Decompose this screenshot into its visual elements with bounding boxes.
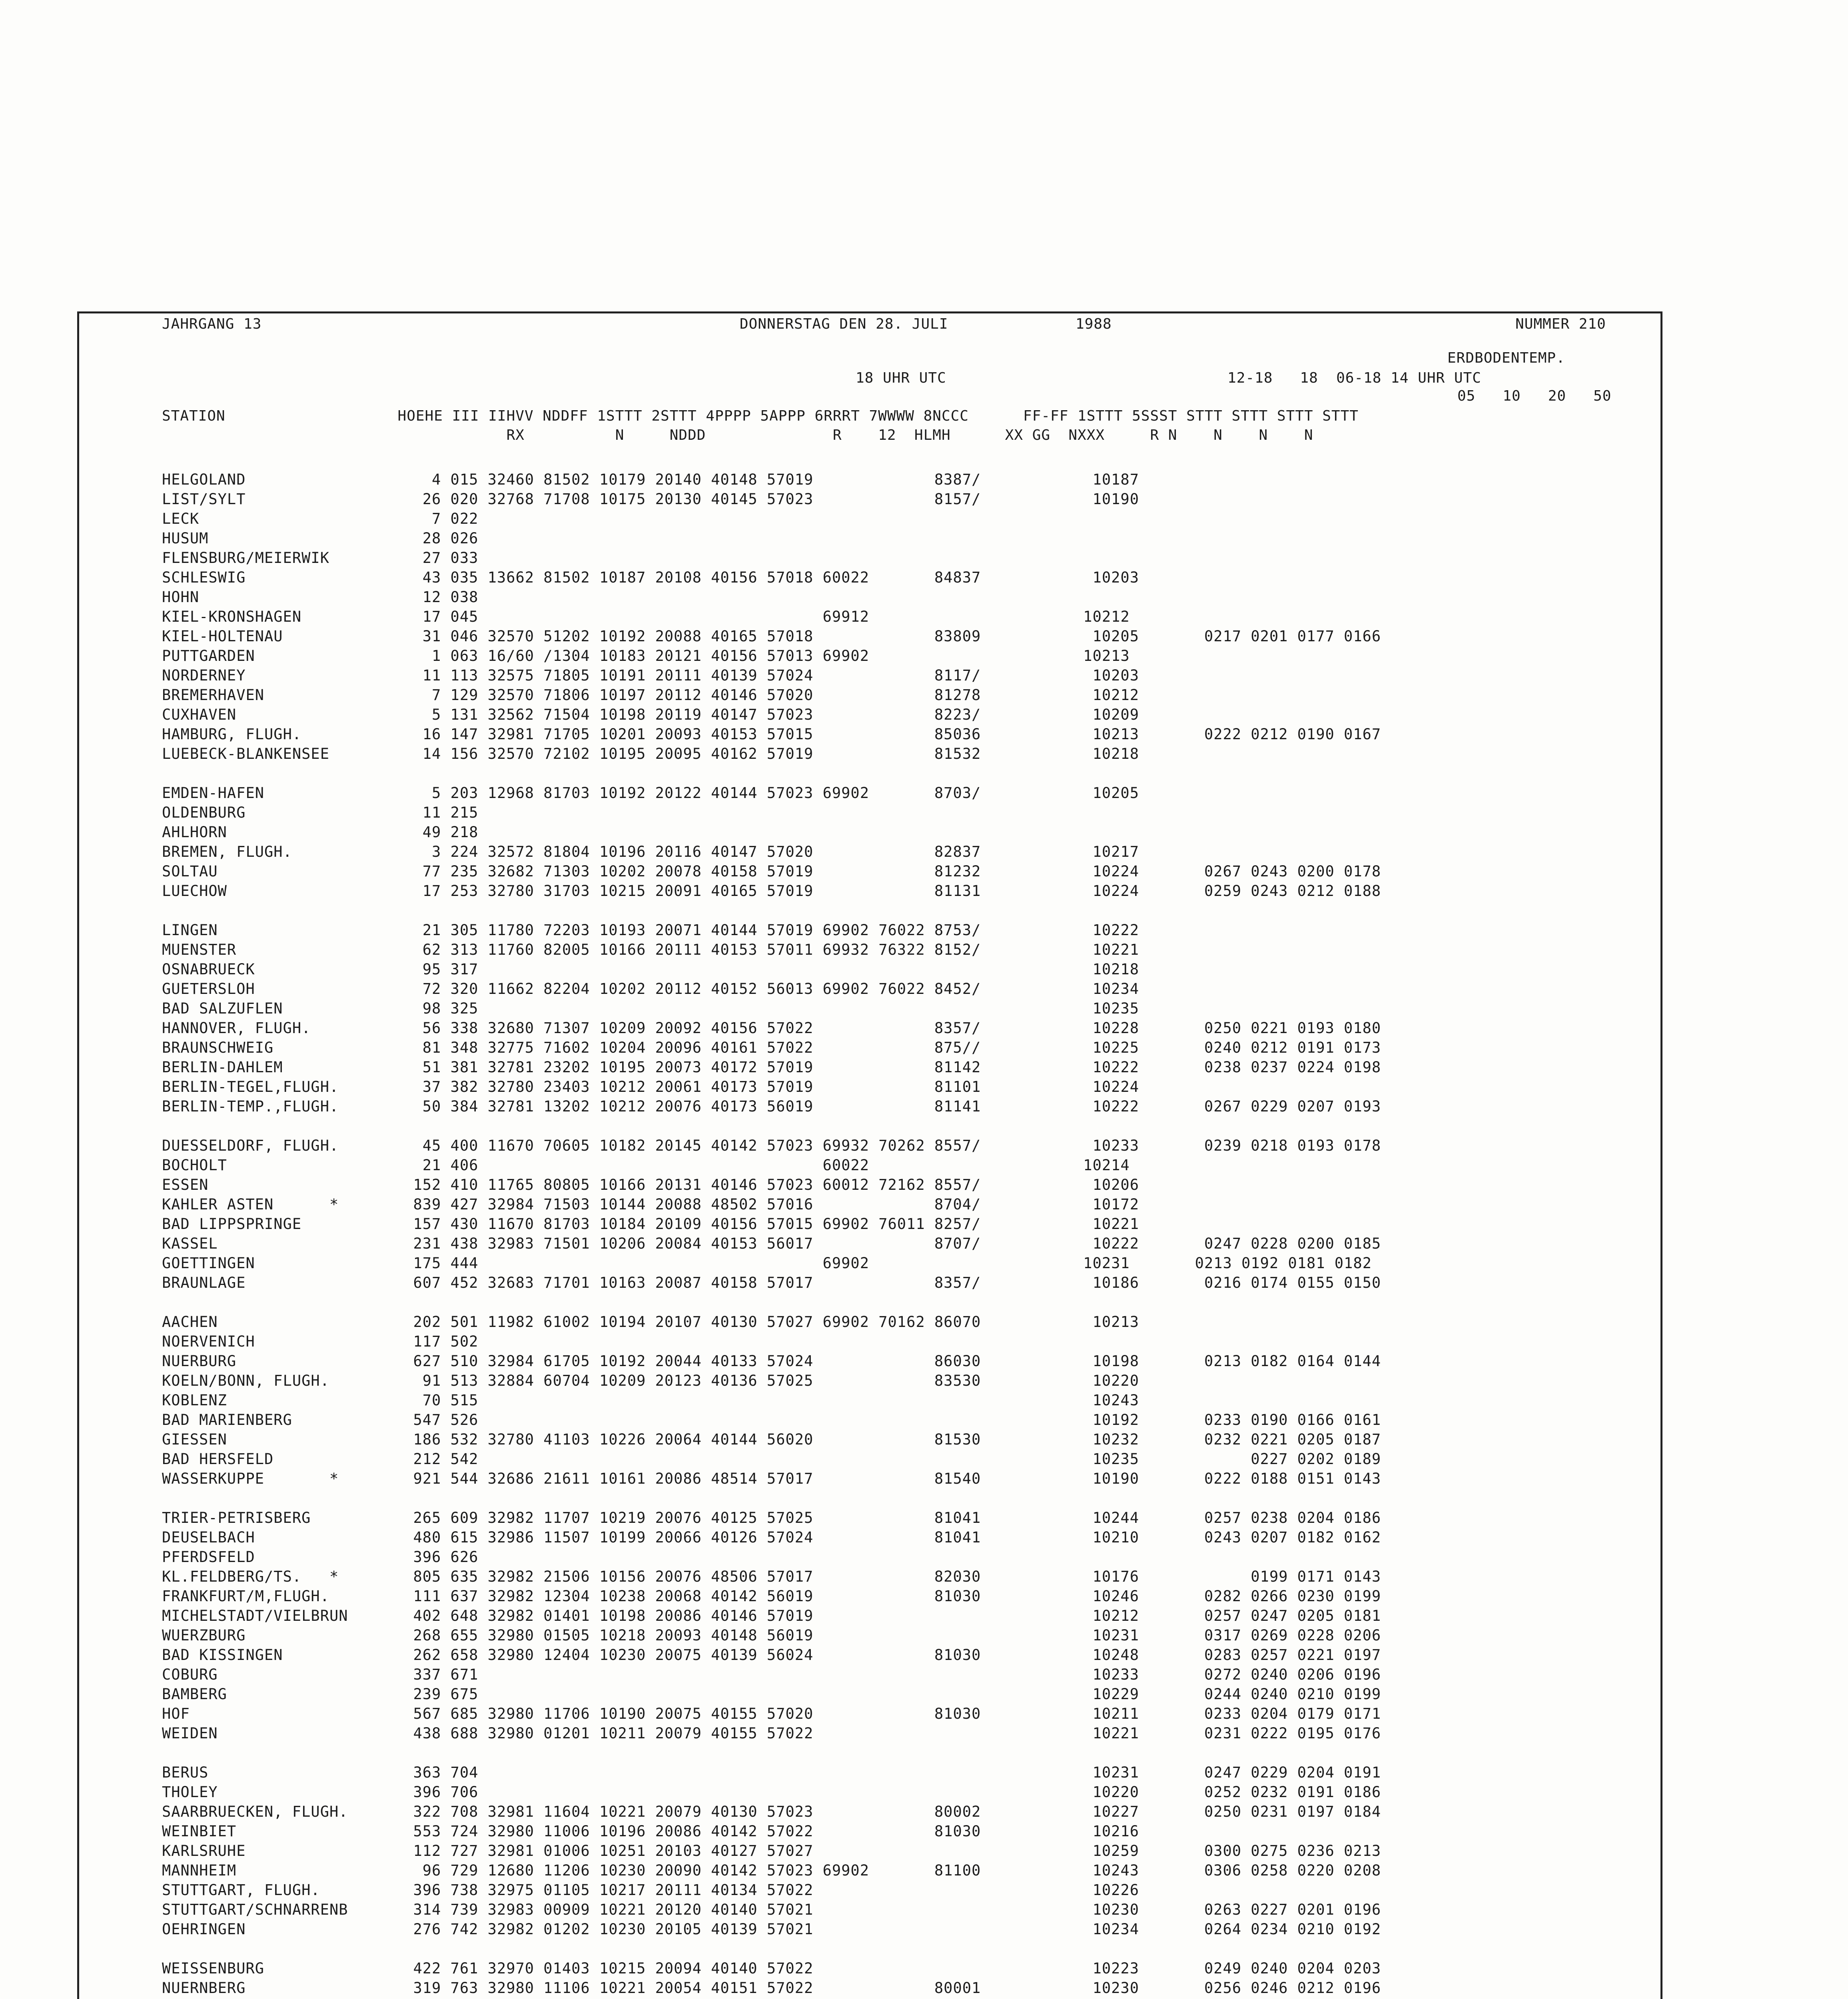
station-row: OSNABRUECK 95 317 10218 bbox=[162, 961, 1139, 978]
station-row: HANNOVER, FLUGH. 56 338 32680 71307 10209 20092 40156 57022 8357/ 10228 0250 0221 0193 0180 bbox=[162, 1019, 1381, 1037]
station-row: BERLIN-DAHLEM 51 381 32781 23202 10195 20073 40172 57019 81142 10222 0238 0237 0224 0198 bbox=[162, 1059, 1381, 1076]
group-separator bbox=[162, 1743, 1381, 1763]
column-header-row-1: STATION HOEHE III IIHVV NDDFF 1STTT 2STTT 4PPPP 5APPP 6RRRT 7WWWW 8NCCC FF-FF 1STTT 5SSST STTT STTT STTT STTT bbox=[162, 408, 1359, 424]
group-separator bbox=[162, 1293, 1381, 1312]
station-row: BERUS 363 704 10231 0247 0229 0204 0191 bbox=[162, 1764, 1381, 1781]
station-row: BAD SALZUFLEN 98 325 10235 bbox=[162, 1000, 1139, 1017]
group-separator bbox=[162, 901, 1381, 920]
station-row: BAD KISSINGEN 262 658 32980 12404 10230 20075 40139 56024 81030 10248 0283 0257 0221 0197 bbox=[162, 1646, 1381, 1664]
station-row: THOLEY 396 706 10220 0252 0232 0191 0186 bbox=[162, 1784, 1381, 1801]
station-row: BRAUNSCHWEIG 81 348 32775 71602 10204 20096 40161 57022 875// 10225 0240 0212 0191 0173 bbox=[162, 1039, 1381, 1056]
erdboden-heading: ERDBODENTEMP. bbox=[1447, 350, 1565, 366]
station-row: HELGOLAND 4 015 32460 81502 10179 20140 40148 57019 8387/ 10187 bbox=[162, 471, 1139, 488]
uhr-utc-heading: 18 UHR UTC bbox=[856, 370, 946, 386]
station-row: HUSUM 28 026 bbox=[162, 530, 479, 547]
station-row: SAARBRUECKEN, FLUGH. 322 708 32981 11604 10221 20079 40130 57023 80002 10227 0250 0231 0197 0184 bbox=[162, 1803, 1381, 1820]
station-row: GUETERSLOH 72 320 11662 82204 10202 20112 40152 56013 69902 76022 8452/ 10234 bbox=[162, 980, 1139, 998]
station-row: OLDENBURG 11 215 bbox=[162, 804, 479, 821]
station-row: SOLTAU 77 235 32682 71303 10202 20078 40158 57019 81232 10224 0267 0243 0200 0178 bbox=[162, 863, 1381, 880]
group-separator bbox=[162, 1488, 1381, 1508]
station-row: LUEBECK-BLANKENSEE 14 156 32570 72102 10195 20095 40162 57019 81532 10218 bbox=[162, 745, 1139, 762]
period-heading: 12-18 18 06-18 14 UHR UTC bbox=[1227, 370, 1481, 386]
station-row: BAD HERSFELD 212 542 10235 0227 0202 0189 bbox=[162, 1450, 1381, 1468]
station-row: KIEL-HOLTENAU 31 046 32570 51202 10192 20088 40165 57018 83809 10205 0217 0201 0177 0166 bbox=[162, 628, 1381, 645]
station-row: BERLIN-TEGEL,FLUGH. 37 382 32780 23403 10212 20061 40173 57019 81101 10224 bbox=[162, 1078, 1139, 1095]
column-header-row-2: RX N NDDD R 12 HLMH XX GG NXXX R N N N N bbox=[162, 427, 1313, 443]
station-row: KIEL-KRONSHAGEN 17 045 69912 10212 bbox=[162, 608, 1130, 625]
station-row: LINGEN 21 305 11780 72203 10193 20071 40144 57019 69902 76022 8753/ 10222 bbox=[162, 922, 1139, 939]
group-separator bbox=[162, 1116, 1381, 1136]
station-row: KASSEL 231 438 32983 71501 10206 20084 40153 56017 8707/ 10222 0247 0228 0200 0185 bbox=[162, 1235, 1381, 1252]
station-row: NUERNBERG 319 763 32980 11106 10221 20054 40151 57022 80001 10230 0256 0246 0212 0196 bbox=[162, 1979, 1381, 1997]
station-row: NORDERNEY 11 113 32575 71805 10191 20111 40139 57024 8117/ 10203 bbox=[162, 667, 1139, 684]
station-row: DUESSELDORF, FLUGH. 45 400 11670 70605 10182 20145 40142 57023 69932 70262 8557/ 10233 0239 0218 0193 0178 bbox=[162, 1137, 1381, 1154]
station-row: COBURG 337 671 10233 0272 0240 0206 0196 bbox=[162, 1666, 1381, 1683]
station-row: ESSEN 152 410 11765 80805 10166 20131 40146 57023 60012 72162 8557/ 10206 bbox=[162, 1176, 1139, 1193]
station-row: BREMERHAVEN 7 129 32570 71806 10197 20112 40146 57020 81278 10212 bbox=[162, 686, 1139, 704]
station-row: MANNHEIM 96 729 12680 11206 10230 20090 40142 57023 69902 81100 10243 0306 0258 0220 0208 bbox=[162, 1862, 1381, 1879]
station-row: AHLHORN 49 218 bbox=[162, 824, 479, 841]
station-table bbox=[162, 470, 1381, 1999]
station-row: CUXHAVEN 5 131 32562 71504 10198 20119 40147 57023 8223/ 10209 bbox=[162, 706, 1139, 723]
group-separator bbox=[162, 1939, 1381, 1959]
station-row: KOELN/BONN, FLUGH. 91 513 32884 60704 10209 20123 40136 57025 83530 10220 bbox=[162, 1372, 1139, 1389]
station-row: BAD LIPPSPRINGE 157 430 11670 81703 10184 20109 40156 57015 69902 76011 8257/ 10221 bbox=[162, 1215, 1139, 1233]
station-row: KL.FELDBERG/TS. * 805 635 32982 21506 10156 20076 48506 57017 82030 10176 0199 0171 0143 bbox=[162, 1568, 1381, 1585]
station-row: STUTTGART/SCHNARRENB 314 739 32983 00909 10221 20120 40140 57021 10230 0263 0227 0201 0196 bbox=[162, 1901, 1381, 1918]
station-row: LECK 7 022 bbox=[162, 510, 479, 527]
station-row: STUTTGART, FLUGH. 396 738 32975 01105 10217 20111 40134 57022 10226 bbox=[162, 1881, 1139, 1899]
station-row: OEHRINGEN 276 742 32982 01202 10230 20105 40139 57021 10234 0264 0234 0210 0192 bbox=[162, 1921, 1381, 1938]
group-separator bbox=[162, 764, 1381, 783]
station-row: WEINBIET 553 724 32980 11006 10196 20086 40142 57022 81030 10216 bbox=[162, 1823, 1139, 1840]
station-row: LUECHOW 17 253 32780 31703 10215 20091 40165 57019 81131 10224 0259 0243 0212 0188 bbox=[162, 882, 1381, 900]
station-row: FLENSBURG/MEIERWIK 27 033 bbox=[162, 549, 479, 567]
depth-heading: 05 10 20 50 bbox=[1457, 388, 1612, 404]
station-row: AACHEN 202 501 11982 61002 10194 20107 40130 57027 69902 70162 86070 10213 bbox=[162, 1313, 1139, 1331]
station-row: HOF 567 685 32980 11706 10190 20075 40155 57020 81030 10211 0233 0204 0179 0171 bbox=[162, 1705, 1381, 1722]
station-row: EMDEN-HAFEN 5 203 12968 81703 10192 20122 40144 57023 69902 8703/ 10205 bbox=[162, 784, 1139, 802]
station-row: PFERDSFELD 396 626 bbox=[162, 1548, 479, 1566]
station-row: SCHLESWIG 43 035 13662 81502 10187 20108 40156 57018 60022 84837 10203 bbox=[162, 569, 1139, 586]
station-row: BRAUNLAGE 607 452 32683 71701 10163 20087 40158 57017 8357/ 10186 0216 0174 0155 0150 bbox=[162, 1274, 1381, 1291]
station-row: MICHELSTADT/VIELBRUN 402 648 32982 01401 10198 20086 40146 57019 10212 0257 0247 0205 0181 bbox=[162, 1607, 1381, 1624]
jahrgang-label: JAHRGANG 13 bbox=[162, 316, 262, 332]
date-label: DONNERSTAG DEN 28. JULI bbox=[740, 316, 948, 332]
station-row: BREMEN, FLUGH. 3 224 32572 81804 10196 20116 40147 57020 82837 10217 bbox=[162, 843, 1139, 860]
station-row: BOCHOLT 21 406 60022 10214 bbox=[162, 1157, 1130, 1174]
station-row: HOHN 12 038 bbox=[162, 589, 479, 606]
station-row: FRANKFURT/M,FLUGH. 111 637 32982 12304 10238 20068 40142 56019 81030 10246 0282 0266 0230 0199 bbox=[162, 1588, 1381, 1605]
station-row: HAMBURG, FLUGH. 16 147 32981 71705 10201 20093 40153 57015 85036 10213 0222 0212 0190 0167 bbox=[162, 726, 1381, 743]
station-row: GIESSEN 186 532 32780 41103 10226 20064 40144 56020 81530 10232 0232 0221 0205 0187 bbox=[162, 1431, 1381, 1448]
station-row: BERLIN-TEMP.,FLUGH. 50 384 32781 13202 10212 20076 40173 56019 81141 10222 0267 0229 0207 0193 bbox=[162, 1098, 1381, 1115]
station-row: WEIDEN 438 688 32980 01201 10211 20079 40155 57022 10221 0231 0222 0195 0176 bbox=[162, 1725, 1381, 1742]
station-row: KOBLENZ 70 515 10243 bbox=[162, 1392, 1139, 1409]
station-row: PUTTGARDEN 1 063 16/60 /1304 10183 20121 40156 57013 69902 10213 bbox=[162, 647, 1130, 664]
station-row: NUERBURG 627 510 32984 61705 10192 20044 40133 57024 86030 10198 0213 0182 0164 0144 bbox=[162, 1353, 1381, 1370]
station-row: DEUSELBACH 480 615 32986 11507 10199 20066 40126 57024 81041 10210 0243 0207 0182 0162 bbox=[162, 1529, 1381, 1546]
station-row: GOETTINGEN 175 444 69902 10231 0213 0192 0181 0182 bbox=[162, 1255, 1372, 1272]
station-row: MUENSTER 62 313 11760 82005 10166 20111 40153 57011 69932 76322 8152/ 10221 bbox=[162, 941, 1139, 958]
station-row: KARLSRUHE 112 727 32981 01006 10251 20103 40127 57027 10259 0300 0275 0236 0213 bbox=[162, 1842, 1381, 1859]
station-row: WASSERKUPPE * 921 544 32686 21611 10161 20086 48514 57017 81540 10190 0222 0188 0151 0143 bbox=[162, 1470, 1381, 1487]
year-label: 1988 bbox=[1076, 316, 1112, 332]
station-row: KAHLER ASTEN * 839 427 32984 71503 10144 20088 48502 57016 8704/ 10172 bbox=[162, 1196, 1139, 1213]
station-row: WUERZBURG 268 655 32980 01505 10218 20093 40148 56019 10231 0317 0269 0228 0206 bbox=[162, 1627, 1381, 1644]
station-row: NOERVENICH 117 502 bbox=[162, 1333, 479, 1350]
issue-number: NUMMER 210 bbox=[1515, 316, 1606, 332]
station-row: WEISSENBURG 422 761 32970 01403 10215 20094 40140 57022 10223 0249 0240 0204 0203 bbox=[162, 1960, 1381, 1977]
station-row: BAMBERG 239 675 10229 0244 0240 0210 0199 bbox=[162, 1686, 1381, 1703]
station-row: BAD MARIENBERG 547 526 10192 0233 0190 0166 0161 bbox=[162, 1411, 1381, 1428]
station-row: TRIER-PETRISBERG 265 609 32982 11707 10219 20076 40125 57025 81041 10244 0257 0238 0204 0186 bbox=[162, 1509, 1381, 1526]
station-row: LIST/SYLT 26 020 32768 71708 10175 20130 40145 57023 8157/ 10190 bbox=[162, 491, 1139, 508]
